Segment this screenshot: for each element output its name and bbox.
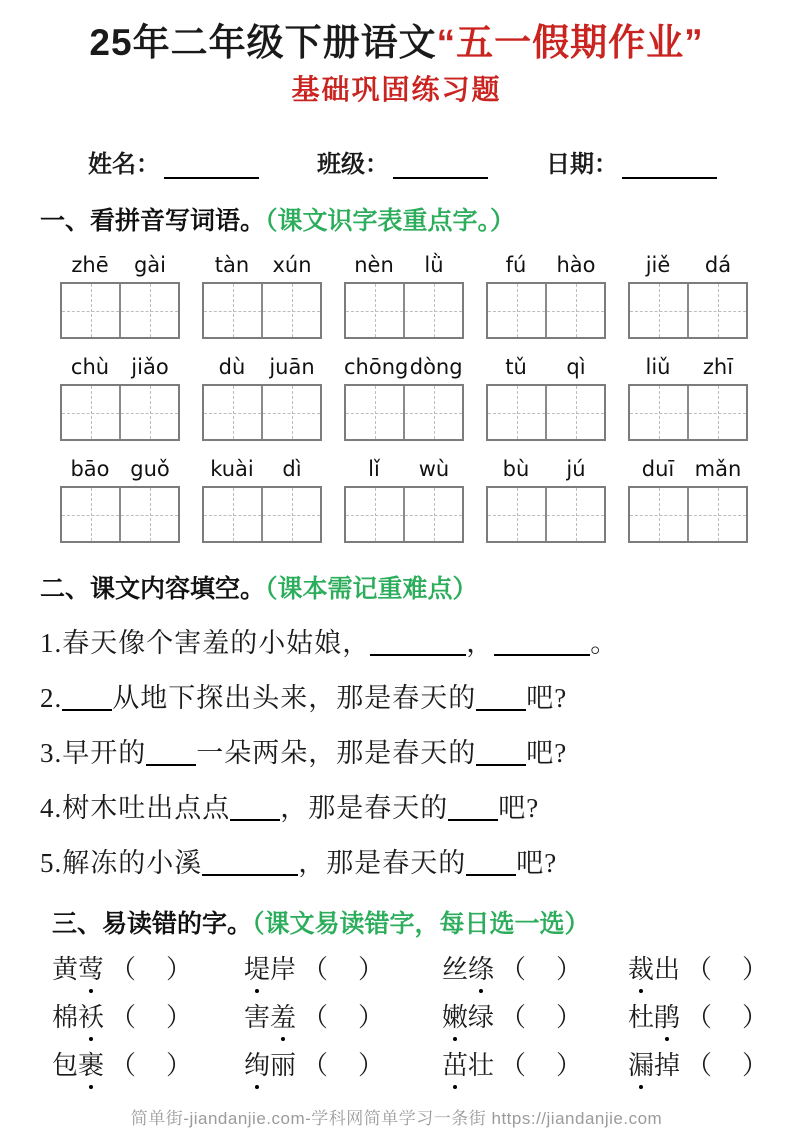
grid-cell: [630, 488, 687, 541]
misread-words-grid: [40, 954, 769, 1082]
pinyin-syllable: bāo: [70, 457, 110, 481]
word-item: [52, 1002, 244, 1034]
pinyin-syllable: wù: [418, 457, 450, 481]
page-title-red: “五一假期作业”: [436, 22, 704, 63]
section2-title: 二、课文内容填空。: [40, 575, 266, 603]
pinyin-syllable: hào: [556, 253, 596, 277]
word-item: [442, 1002, 628, 1034]
question-text: 4.树木吐出点点: [40, 793, 231, 823]
pinyin-syllable: duī: [641, 457, 675, 481]
pinyin-label: [628, 451, 748, 481]
page-title-black: 25年二年级下册语文: [89, 22, 437, 63]
question-text: 3.早开的: [40, 738, 147, 768]
bracket-open: （: [686, 1051, 713, 1080]
question-text: 吧?: [498, 793, 540, 823]
grid-cell: [488, 488, 545, 541]
pinyin-word-block: [344, 451, 464, 543]
pinyin-syllable: guǒ: [130, 457, 170, 481]
class-label: 班级：: [317, 151, 389, 178]
writing-grid: [486, 384, 606, 441]
grid-cell: [687, 488, 746, 541]
class-blank-line: [393, 153, 488, 179]
pinyin-label: [344, 349, 464, 379]
blank-line: [370, 628, 466, 656]
pinyin-syllable: dì: [282, 457, 302, 481]
word-char: 绿: [468, 1003, 495, 1032]
pinyin-syllable: zhē: [71, 253, 109, 277]
bracket-close: ）: [556, 1003, 583, 1032]
pinyin-label: [60, 349, 180, 379]
pinyin-word-block: [486, 349, 606, 441]
question-line-4: [40, 791, 753, 825]
pinyin-word-block: [202, 451, 322, 543]
pinyin-syllable: zhī: [702, 355, 734, 379]
question-text: 1.春天像个害羞的小姑娘，: [40, 628, 371, 658]
question-line-5: [40, 846, 753, 880]
bracket-close: ）: [166, 955, 193, 984]
pinyin-syllable: tǔ: [505, 355, 527, 379]
word-item: [628, 954, 768, 986]
pinyin-row-3: [40, 451, 753, 543]
pinyin-label: [202, 451, 322, 481]
bracket-open: （: [500, 1003, 527, 1032]
word-item: [244, 1002, 442, 1034]
grid-cell: [261, 386, 320, 439]
grid-cell: [346, 488, 403, 541]
grid-cell: [403, 284, 462, 337]
grid-cell: [346, 284, 403, 337]
word-char: 杜: [628, 1003, 655, 1032]
word-char: 黄: [52, 955, 79, 984]
word-item: [628, 1050, 768, 1082]
writing-grid: [202, 282, 322, 339]
bracket-close: ）: [556, 1051, 583, 1080]
section1-note: （课文识字表重点字。）: [265, 207, 516, 235]
pinyin-word-block: [628, 247, 748, 339]
word-char-dotted: 堤: [244, 955, 271, 984]
word-item: [442, 954, 628, 986]
blank-line: [448, 793, 498, 821]
pinyin-word-block: [202, 349, 322, 441]
footer-watermark: 简单街-jiandanjie.com-学科网简单学习一条街 https://jiandanjie.com: [130, 1109, 663, 1128]
pinyin-label: [628, 349, 748, 379]
question-text: 吧?: [526, 738, 568, 768]
word-char: 害: [244, 1003, 271, 1032]
word-char-dotted: 茁: [442, 1051, 469, 1080]
word-char: 掉: [654, 1051, 681, 1080]
pinyin-word-block: [202, 247, 322, 339]
grid-cell: [630, 386, 687, 439]
pinyin-label: [486, 451, 606, 481]
grid-cell: [204, 488, 261, 541]
grid-cell: [687, 386, 746, 439]
info-row: [40, 144, 753, 179]
question-text: 从地下探出头来，那是春天的: [112, 683, 477, 713]
writing-grid: [202, 486, 322, 543]
grid-cell: [545, 284, 604, 337]
question-text: ，那是春天的: [280, 793, 449, 823]
pinyin-syllable: tàn: [214, 253, 250, 277]
blank-line: [476, 738, 526, 766]
writing-grid: [486, 282, 606, 339]
word-char-dotted: 绦: [468, 955, 495, 984]
pinyin-label: [202, 349, 322, 379]
word-char-dotted: 裁: [628, 955, 655, 984]
pinyin-syllable: nèn: [354, 253, 394, 277]
question-line-1: [40, 626, 753, 660]
section3-title: 三、易读错的字。: [52, 910, 253, 938]
class-field: [317, 144, 488, 179]
section3-note: （课文易读错字，每日选一选）: [252, 910, 590, 938]
grid-cell: [204, 284, 261, 337]
blank-line: [146, 738, 196, 766]
name-blank-line: [164, 153, 259, 179]
bracket-close: ）: [358, 1051, 385, 1080]
blank-line: [476, 683, 526, 711]
section1-title: 一、看拼音写词语。: [40, 207, 266, 235]
pinyin-label: [486, 247, 606, 277]
pinyin-syllable: lǜ: [424, 253, 444, 277]
pinyin-syllable: gài: [133, 253, 167, 277]
pinyin-syllable: jiǎo: [131, 355, 169, 379]
bracket-open: （: [110, 1003, 137, 1032]
bracket-open: （: [686, 955, 713, 984]
pinyin-label: [60, 451, 180, 481]
pinyin-row-2: [40, 349, 753, 441]
question-line-3: [40, 736, 753, 770]
pinyin-word-block: [60, 247, 180, 339]
section3-heading: [40, 908, 753, 940]
section2-note: （课本需记重难点）: [265, 575, 478, 603]
grid-cell: [630, 284, 687, 337]
grid-cell: [204, 386, 261, 439]
pinyin-word-block: [628, 451, 748, 543]
pinyin-syllable: chōng: [344, 355, 409, 379]
pinyin-syllable: dá: [704, 253, 732, 277]
pinyin-syllable: juān: [269, 355, 315, 379]
pinyin-label: [628, 247, 748, 277]
word-item: [244, 954, 442, 986]
grid-cell: [545, 488, 604, 541]
blank-line: [466, 848, 516, 876]
name-field: [88, 144, 259, 179]
name-label: 姓名：: [88, 151, 160, 178]
pinyin-label: [486, 349, 606, 379]
bracket-close: ）: [358, 955, 385, 984]
questions-list: [40, 626, 753, 880]
word-char: 丝: [442, 955, 469, 984]
bracket-close: ）: [166, 1003, 193, 1032]
pinyin-word-block: [344, 247, 464, 339]
bracket-close: ）: [556, 955, 583, 984]
grid-cell: [119, 488, 178, 541]
bracket-close: ）: [358, 1003, 385, 1032]
word-char-dotted: 漏: [628, 1051, 655, 1080]
grid-cell: [545, 386, 604, 439]
pinyin-syllable: kuài: [210, 457, 254, 481]
blank-line: [202, 848, 298, 876]
pinyin-word-block: [344, 349, 464, 441]
word-char-dotted: 莺: [78, 955, 105, 984]
pinyin-syllable: liǔ: [645, 355, 671, 379]
grid-cell: [488, 386, 545, 439]
page-title: [40, 20, 753, 66]
blank-line: [62, 683, 112, 711]
pinyin-word-block: [486, 247, 606, 339]
writing-grid: [60, 384, 180, 441]
question-text: 5.解冻的小溪: [40, 848, 203, 878]
pinyin-label: [344, 451, 464, 481]
question-text: 2.: [40, 683, 63, 713]
bracket-open: （: [110, 1051, 137, 1080]
bracket-open: （: [302, 1003, 329, 1032]
bracket-open: （: [500, 955, 527, 984]
grid-cell: [403, 386, 462, 439]
pinyin-word-block: [60, 349, 180, 441]
pinyin-syllable: bù: [502, 457, 530, 481]
pinyin-syllable: jú: [566, 457, 586, 481]
date-label: 日期：: [546, 151, 618, 178]
writing-grid: [344, 282, 464, 339]
writing-grid: [486, 486, 606, 543]
pinyin-syllable: qì: [566, 355, 586, 379]
pinyin-syllable: jiě: [645, 253, 671, 277]
word-item: [52, 1050, 244, 1082]
word-char: 丽: [270, 1051, 297, 1080]
question-line-2: [40, 681, 753, 715]
grid-cell: [687, 284, 746, 337]
grid-cell: [62, 284, 119, 337]
date-field: [546, 144, 717, 179]
bracket-open: （: [686, 1003, 713, 1032]
pinyin-syllable: dù: [218, 355, 246, 379]
pinyin-syllable: fú: [505, 253, 527, 277]
section2-heading: [40, 573, 753, 605]
pinyin-syllable: lǐ: [368, 457, 380, 481]
pinyin-word-block: [486, 451, 606, 543]
question-text: ，那是春天的: [298, 848, 467, 878]
bracket-close: ）: [742, 1051, 769, 1080]
bracket-open: （: [110, 955, 137, 984]
pinyin-word-block: [628, 349, 748, 441]
grid-cell: [62, 488, 119, 541]
word-char-dotted: 袄: [78, 1003, 105, 1032]
pinyin-label: [344, 247, 464, 277]
worksheet-page: [0, 20, 793, 1129]
writing-grid: [60, 282, 180, 339]
word-char: 出: [654, 955, 681, 984]
writing-grid: [344, 384, 464, 441]
writing-grid: [344, 486, 464, 543]
grid-cell: [488, 284, 545, 337]
word-char-dotted: 嫩: [442, 1003, 469, 1032]
pinyin-label: [202, 247, 322, 277]
grid-cell: [119, 386, 178, 439]
word-char-dotted: 裹: [78, 1051, 105, 1080]
bracket-close: ）: [742, 1003, 769, 1032]
word-char-dotted: 羞: [270, 1003, 297, 1032]
bracket-close: ）: [742, 955, 769, 984]
word-item: [244, 1050, 442, 1082]
grid-cell: [119, 284, 178, 337]
word-char: 壮: [468, 1051, 495, 1080]
pinyin-syllable: dòng: [409, 355, 463, 379]
writing-grid: [202, 384, 322, 441]
word-char: 包: [52, 1051, 79, 1080]
question-text: 吧?: [526, 683, 568, 713]
bracket-open: （: [500, 1051, 527, 1080]
pinyin-word-block: [60, 451, 180, 543]
pinyin-syllable: xún: [272, 253, 312, 277]
pinyin-syllable: mǎn: [694, 457, 742, 481]
word-char: 岸: [270, 955, 297, 984]
pinyin-row-1: [40, 247, 753, 339]
question-text: 吧?: [516, 848, 558, 878]
question-text: ，: [466, 628, 495, 658]
bracket-open: （: [302, 1051, 329, 1080]
word-item: [52, 954, 244, 986]
writing-grid: [60, 486, 180, 543]
date-blank-line: [622, 153, 717, 179]
section1-heading: [40, 205, 753, 237]
writing-grid: [628, 282, 748, 339]
grid-cell: [261, 488, 320, 541]
word-item: [442, 1050, 628, 1082]
question-text: 。: [590, 628, 619, 658]
writing-grid: [628, 486, 748, 543]
grid-cell: [261, 284, 320, 337]
bracket-open: （: [302, 955, 329, 984]
grid-cell: [346, 386, 403, 439]
pinyin-syllable: chù: [70, 355, 110, 379]
word-char-dotted: 鹃: [654, 1003, 681, 1032]
writing-grid: [628, 384, 748, 441]
pinyin-label: [60, 247, 180, 277]
question-text: 一朵两朵，那是春天的: [196, 738, 477, 768]
grid-cell: [62, 386, 119, 439]
bracket-close: ）: [166, 1051, 193, 1080]
word-char-dotted: 绚: [244, 1051, 271, 1080]
grid-cell: [403, 488, 462, 541]
word-char: 棉: [52, 1003, 79, 1032]
blank-line: [494, 628, 590, 656]
blank-line: [230, 793, 280, 821]
word-item: [628, 1002, 768, 1034]
page-subtitle: 基础巩固练习题: [291, 74, 502, 105]
